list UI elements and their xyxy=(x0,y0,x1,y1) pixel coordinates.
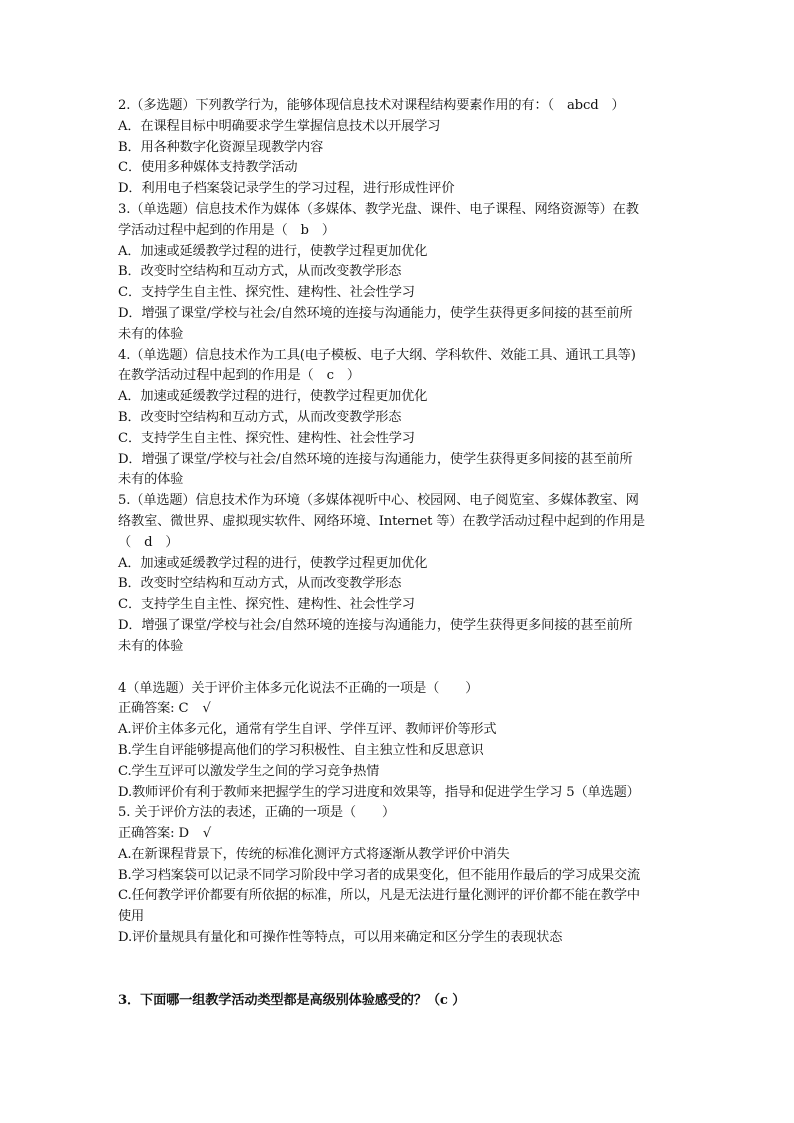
answer-line xyxy=(118,699,678,720)
text-line: B．改变时空结构和互动方式，从而改变教学形态 xyxy=(118,409,402,425)
text-line: A．加速或延缓教学过程的进行，使教学过程更加优化 xyxy=(118,389,428,405)
correct-answer: 正确答案: C xyxy=(118,701,189,717)
question-title: 5. 关于评价方法的表述，正确的一项是（ ） xyxy=(118,805,396,821)
text-line: A．在课程目标中明确要求学生掌握信息技术以开展学习 xyxy=(118,118,441,134)
text-line: D．利用电子档案袋记录学生的学习过程，进行形成性评价 xyxy=(118,181,455,197)
text-line: D．增强了课堂/学校与社会/自然环境的连接与沟通能力，使学生获得更多间接的甚至前所 xyxy=(118,305,633,321)
option-line: C.学生互评可以激发学生之间的学习竞争热情 xyxy=(118,763,380,779)
text-line: C．使用多种媒体支持教学活动 xyxy=(118,160,298,176)
text-line: 5.（单选题）信息技术作为环境（多媒体视听中心、校园网、电子阅览室、多媒体教室、网 xyxy=(118,493,639,509)
text-line: 4.（单选题）信息技术作为工具(电子模板、电子大纲、学科软件、效能工具、通讯工具等) xyxy=(118,347,636,363)
correct-answer: 正确答案: D xyxy=(118,826,189,842)
option-line: B.学生自评能够提高他们的学习积极性、自主独立性和反思意识 xyxy=(118,742,484,758)
text-line: D．增强了课堂/学校与社会/自然环境的连接与沟通能力，使学生获得更多间接的甚至前所 xyxy=(118,451,633,467)
option-line: 使用 xyxy=(118,909,145,925)
spacer xyxy=(118,949,678,991)
question-block-2 xyxy=(118,679,678,949)
text-line: 未有的体验 xyxy=(118,472,184,488)
text-line: B．改变时空结构和互动方式，从而改变教学形态 xyxy=(118,264,402,280)
text-line: C．支持学生自主性、探究性、建构性、社会性学习 xyxy=(118,430,415,446)
text-line: A．加速或延缓教学过程的进行，使教学过程更加优化 xyxy=(118,555,428,571)
text-line: 未有的体验 xyxy=(118,638,184,654)
text-line: B．用各种数字化资源呈现教学内容 xyxy=(118,139,324,155)
check-mark-icon: √ xyxy=(202,701,211,717)
check-mark-icon: √ xyxy=(202,826,212,842)
document-page xyxy=(118,96,678,1012)
question-block-1 xyxy=(118,96,678,658)
text-line: 3.（单选题）信息技术作为媒体（多媒体、教学光盘、课件、电子课程、网络资源等）在教 xyxy=(118,201,639,217)
text-line: （ d ） xyxy=(118,534,179,550)
text-line: 未有的体验 xyxy=(118,326,184,342)
question-title: 4（单选题）关于评价主体多元化说法不正确的一项是（ ） xyxy=(118,680,479,696)
text-line: B．改变时空结构和互动方式，从而改变教学形态 xyxy=(118,576,402,592)
text-line: C．支持学生自主性、探究性、建构性、社会性学习 xyxy=(118,285,415,301)
option-line: A.在新课程背景下，传统的标准化测评方式将逐渐从教学评价中消失 xyxy=(118,846,510,862)
text-line: C．支持学生自主性、探究性、建构性、社会性学习 xyxy=(118,597,415,613)
option-line: D.评价量规具有量化和可操作性等特点，可以用来确定和区分学生的表现状态 xyxy=(118,930,563,946)
text-line: 络教室、微世界、虚拟现实软件、网络环境、Internet 等）在教学活动过程中起到的作用是 xyxy=(118,513,645,529)
question-block-3 xyxy=(118,991,678,1012)
option-line: C.任何教学评价都要有所依据的标准，所以，凡是无法进行量化测评的评价都不能在教学中 xyxy=(118,888,640,904)
answer-line xyxy=(118,824,678,845)
question-title: 3．下面哪一组教学活动类型都是高级别体验感受的？（c ） xyxy=(118,992,466,1008)
text-line: 学活动过程中起到的作用是（ b ） xyxy=(118,222,335,238)
text-line: 2.（多选题）下列教学行为，能够体现信息技术对课程结构要素作用的有：（ abcd ） xyxy=(118,98,625,113)
option-line: A.评价主体多元化，通常有学生自评、学伴互评、教师评价等形式 xyxy=(118,722,497,738)
option-line: B.学习档案袋可以记录不同学习阶段中学习者的成果变化，但不能用作最后的学习成果交流 xyxy=(118,867,641,883)
option-line: D.教师评价有利于教师来把握学生的学习进度和效果等，指导和促进学生学习 5（单选题） xyxy=(118,784,640,800)
spacer xyxy=(118,658,678,679)
text-line: 在教学活动过程中起到的作用是（ c ） xyxy=(118,368,360,384)
text-line: A．加速或延缓教学过程的进行，使教学过程更加优化 xyxy=(118,243,428,259)
text-line: D．增强了课堂/学校与社会/自然环境的连接与沟通能力，使学生获得更多间接的甚至前所 xyxy=(118,617,633,633)
